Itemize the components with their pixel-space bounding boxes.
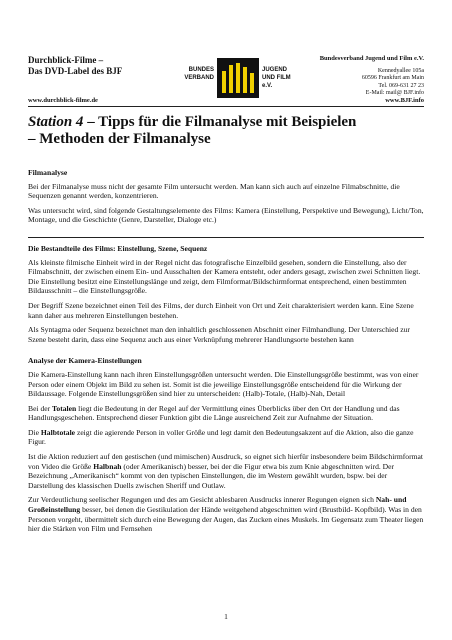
bold-term: Totalen xyxy=(52,403,77,413)
email: E-Mail: mail@ BJF.info xyxy=(365,90,424,96)
logo-right-line1: JUGEND xyxy=(262,67,288,73)
paragraph: Als kleinste filmische Einheit wird in der Regel nicht das fotografische Einzelbild gesehen, sondern die Einstellung, also der Filmabschnitt, der zwischen einem Ein- und Ausschalten der Kamera entsteht, oder anders gesagt, zwischen zwei Schnitten liegt. Die Einstellung besitzt eine Einstellungslänge und zeigt, dem Filmformat/Bildschirmformat entsprechend, einen bestimmten Bildausschnitt – die Einstellungsgröße. xyxy=(28,257,421,296)
logo-text-left xyxy=(184,66,214,82)
paragraph: Was untersucht wird, sind folgende Gestaltungselemente des Films: Kamera (Einstellung, Perspektive und Bewegung), Licht/Ton, Montage, und die Geschichte (Genre, Darsteller, Dialoge etc.) xyxy=(28,205,424,225)
section-heading: Die Bestandteile des Films: Einstellung, Szene, Sequenz xyxy=(28,237,424,254)
section-filmanalyse xyxy=(28,168,424,225)
paragraph xyxy=(28,428,424,447)
logo-bars-icon xyxy=(217,58,259,98)
title-rest: – Tipps für die Filmanalyse mit Beispielen xyxy=(83,114,357,130)
paragraph xyxy=(28,404,424,423)
text-run: Die xyxy=(28,427,41,437)
header-label-line2: Das DVD-Label des BJF xyxy=(28,66,123,76)
bold-term: Halbnah xyxy=(93,461,122,471)
section-kamera-einstellungen xyxy=(28,356,424,534)
paragraph xyxy=(28,495,424,533)
paragraph: Als Syntagma oder Sequenz bezeichnet man den inhaltlich geschlossenen Abschnitt einer Filmhandlung. Der Unterschied zur Szene besteht darin, dass eine Sequenz auch aus einer Verknüpfung mehrerer Handlungsorte bestehen kann xyxy=(28,325,410,344)
document-body xyxy=(28,168,424,546)
logo-right-line2: UND FILM e.V. xyxy=(262,75,291,89)
text-run: liegt die Bedeutung in der Regel auf der Vermittlung eines Überblicks über den Ort der Handlung und das Handlungsgeschehen. Entsprechend dieser Funktion gibt die Länge ausreichend Zeit zur Aufnahme der Situation. xyxy=(28,403,400,423)
header-divider xyxy=(28,106,424,107)
bold-term: Nah- und Großeinstellung xyxy=(28,495,407,515)
paragraph: Die Kamera-Einstellung kann nach ihren Einstellungsgrößen untersucht werden. Die Einstellungsgröße bestimmt, was von einer Person oder einem Objekt im Bild zu sehen ist. Somit ist die jeweilige Einstellungsgröße entscheidend für die Wirkung der Bildaussage. Folgende Einstellungsgrößen sind hier zu unterscheiden: (Halb)-Totale, (Halb)-Nah, Detail xyxy=(28,369,419,399)
phone: Tel. 069-631 27 23 xyxy=(378,82,424,89)
section-bestandteile xyxy=(28,237,424,344)
bjf-logo xyxy=(184,58,294,98)
page-title xyxy=(28,114,424,148)
section-heading: Analyse der Kamera-Einstellungen xyxy=(28,356,142,366)
text-run: zeigt die agierende Person in voller Größe und legt damit den Bedeutungsakzent auf die Aktion, also die ganze Figur. xyxy=(28,427,414,447)
bold-term: Halbtotale xyxy=(40,427,76,437)
organization-name: Bundesverband Jugend und Film e.V. xyxy=(319,55,424,62)
paragraph: Der Begriff Szene bezeichnet einen Teil des Films, der durch Einheit von Ort und Zeit charakterisiert werden kann. Eine Szene kann daher aus mehreren Einstellungen bestehen. xyxy=(28,300,414,320)
text-run: (oder Amerikanisch) besser, bei der die Figur etwa bis zum Knie abgeschnitten wird. Der Bezeichnung „Amerikanisch“ kommt von den typischen Einstellungen, die im Western gewählt wurden, bspw. bei der Darstellung des klassischen Duells zwischen Sheriff und Outlaw. xyxy=(28,461,395,490)
organization-address xyxy=(320,55,424,98)
logo-left-line2: VERBAND xyxy=(184,75,214,81)
text-run: Bei der xyxy=(28,403,53,413)
website-link-left[interactable]: www.durchblick-filme.de xyxy=(28,97,98,104)
title-station: Station 4 xyxy=(28,114,84,130)
address-street: Kennedyallee 105a xyxy=(377,67,424,74)
header-label-line1: Durchblick-Filme – xyxy=(28,55,104,65)
section-heading: Filmanalyse xyxy=(28,168,68,177)
header-label xyxy=(28,55,122,77)
page-number: 1 xyxy=(224,612,228,621)
logo-text-right xyxy=(262,66,294,90)
text-run: Ist die Aktion reduziert auf den gestischen (und mimischen) Ausdruck, so eignet sich hierfür insbesondere beim Bildschirmformat von Video die Größe xyxy=(28,452,423,471)
paragraph xyxy=(28,452,424,490)
text-run: Zur Verdeutlichung seelischer Regungen und des am Gesicht ablesbaren Ausdrucks innerer Regungen eignen sich xyxy=(28,495,376,505)
logo-left-line1: BUNDES xyxy=(188,67,214,73)
paragraph: Bei der Filmanalyse muss nicht der gesamte Film untersucht werden. Man kann sich auch auf einzelne Filmabschnitte, die Sequenzen genannt werden, konzentrieren. xyxy=(28,181,400,201)
text-run: besser, bei denen die Gestikulation der Hände weitgehend abgeschnitten wird (Brustbild- Kopfbild). Was in den Personen vorgeht, übermittelt sich durch eine Bewegung der Augen, das Zucken eines Muskels. Im Gegensatz zum Theater liegen hier die Stärken von Film und Fernsehen xyxy=(28,505,424,534)
title-line2: – Methoden der Filmanalyse xyxy=(28,131,211,147)
address-city: 60596 Frankfurt am Main xyxy=(361,75,424,81)
website-link-right[interactable]: www.BJF.info xyxy=(385,97,424,104)
